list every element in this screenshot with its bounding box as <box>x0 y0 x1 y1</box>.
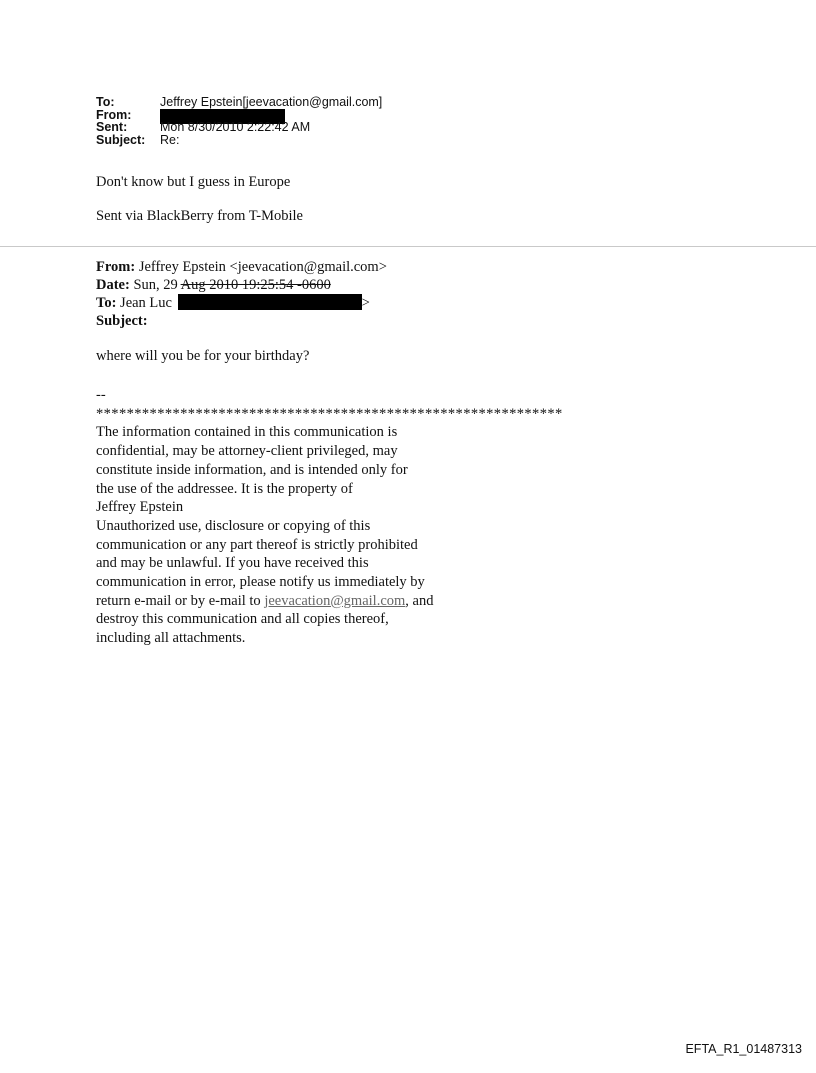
to-value: Jeffrey Epstein[jeevacation@gmail.com] <box>160 95 383 109</box>
from-label: From: <box>96 107 132 122</box>
disclaimer-line: and may be unlawful. If you have received this <box>96 555 369 572</box>
quoted-subject-row <box>96 312 387 330</box>
quoted-subject-label: Subject: <box>96 313 148 329</box>
reply-signature: Sent via BlackBerry from T-Mobile <box>96 208 303 224</box>
email-header <box>96 96 382 146</box>
to-label: To: <box>96 95 115 109</box>
disclaimer-line: destroy this communication and all copies thereof, <box>96 611 389 628</box>
disclaimer-line: communication or any part thereof is strictly prohibited <box>96 536 418 553</box>
disclaimer-line: confidential, may be attorney-client privileged, may <box>96 443 398 460</box>
sent-value: Mon 8/30/2010 2:22:42 AM <box>160 120 311 134</box>
disclaimer-line: Unauthorized use, disclosure or copying of this <box>96 517 371 534</box>
quoted-header <box>96 258 387 330</box>
subject-label: Subject: <box>96 132 146 147</box>
document-id: EFTA_R1_01487313 <box>685 1042 802 1056</box>
quoted-date-label: Date: <box>96 277 130 293</box>
disclaimer-dashes: -- <box>96 387 106 403</box>
disclaimer-line: The information contained in this communication is <box>96 424 398 441</box>
quoted-to-value: Jean Luc <box>120 295 172 311</box>
disclaimer-line: Jeffrey Epstein <box>96 499 184 516</box>
quoted-to-label: To: <box>96 295 117 311</box>
to-row <box>96 96 382 109</box>
sent-row <box>96 121 382 134</box>
quoted-date-struck: Aug 2010 19:25:54 -0600 <box>180 277 331 293</box>
disclaimer <box>96 386 563 648</box>
email-link[interactable]: jeevacation@gmail.com <box>264 592 406 609</box>
quoted-to-suffix: > <box>361 295 370 311</box>
disclaimer-line: including all attachments. <box>96 630 246 647</box>
quoted-date-row <box>96 276 387 294</box>
quoted-from-value: Jeffrey Epstein <jeevacation@gmail.com> <box>138 259 387 275</box>
sent-label: Sent: <box>96 120 128 134</box>
disclaimer-line <box>96 592 563 611</box>
divider <box>0 246 816 247</box>
disclaimer-text: , and <box>405 592 434 609</box>
subject-row <box>96 134 382 147</box>
subject-value: Re: <box>160 132 180 147</box>
disclaimer-stars: ************************************************************* <box>96 405 563 422</box>
quoted-date-value: Sun, 29 <box>133 277 181 293</box>
disclaimer-line: the use of the addressee. It is the property of <box>96 480 353 497</box>
reply-body: Don't know but I guess in Europe <box>96 174 291 190</box>
disclaimer-line: constitute inside information, and is intended only for <box>96 461 408 478</box>
quoted-body: where will you be for your birthday? <box>96 348 310 364</box>
disclaimer-text: return e-mail or by e-mail to <box>96 592 265 609</box>
quoted-to-row <box>96 294 387 312</box>
quoted-from-label: From: <box>96 259 136 275</box>
disclaimer-line: communication in error, please notify us immediately by <box>96 574 425 591</box>
redaction-box <box>178 294 362 310</box>
quoted-from-row <box>96 258 387 276</box>
